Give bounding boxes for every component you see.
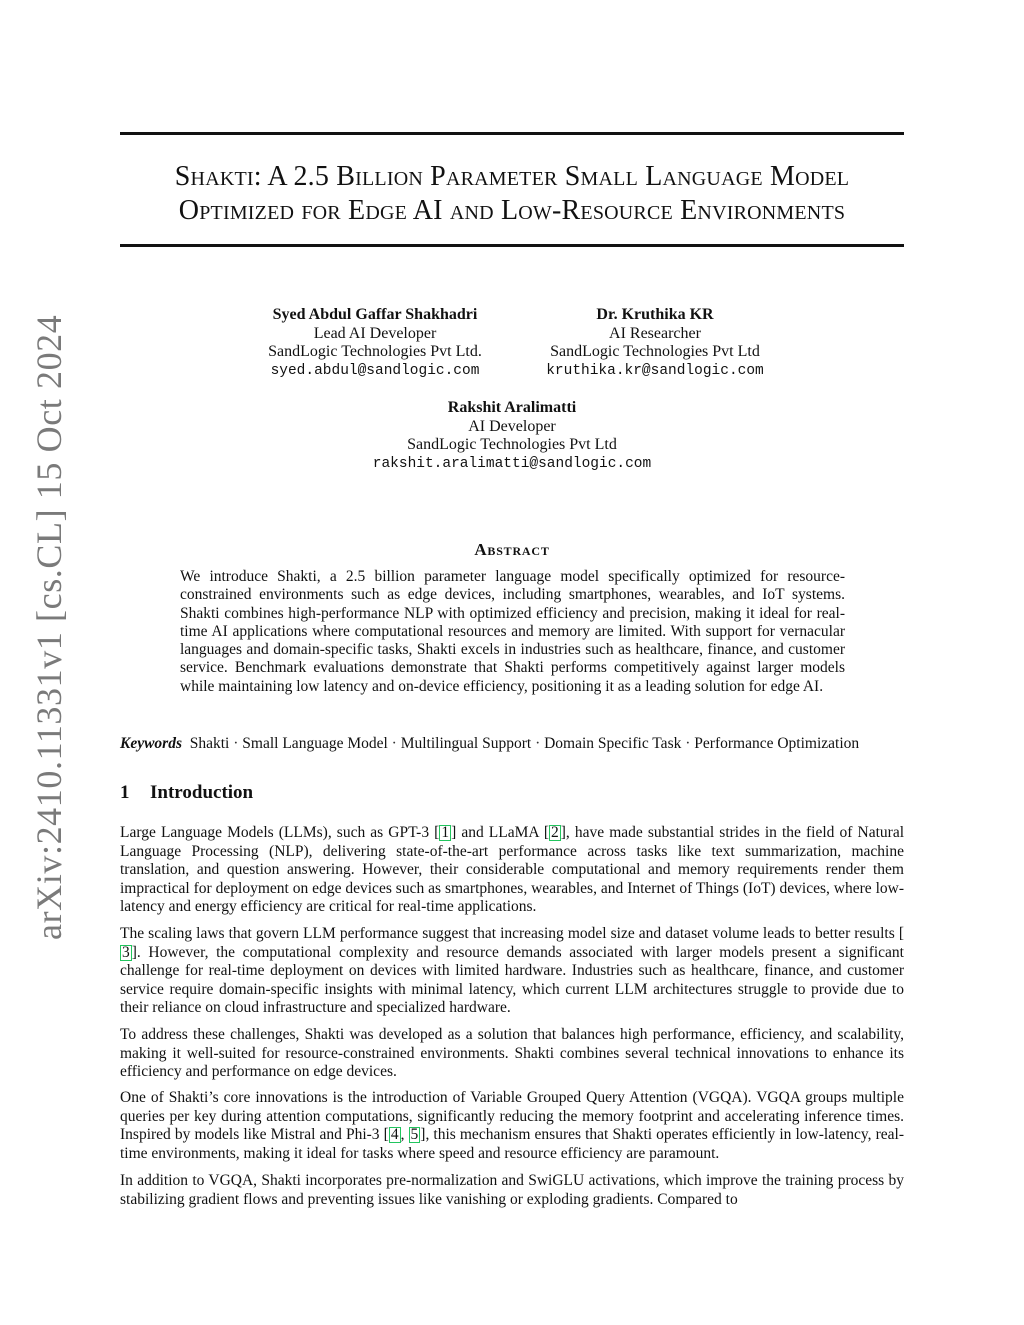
keyword-item: Domain Specific Task — [544, 735, 682, 752]
citation-link[interactable]: 1 — [441, 824, 450, 841]
author-name: Syed Abdul Gaffar Shakhadri — [272, 306, 478, 323]
author-role: AI Developer — [468, 417, 556, 435]
keywords-label: Keywords — [120, 735, 182, 752]
author-block — [235, 306, 515, 380]
author-name: Dr. Kruthika KR — [596, 306, 714, 323]
arxiv-stamp: arXiv:2410.11331v1 [cs.CL] 15 Oct 2024 — [29, 314, 69, 940]
paragraph: Large Language Models (LLMs), such as GPT-3 [ 1 ] and LLaMA [ 2 ], have made substantial strides in the field of Natural Language Processing (NLP), delivering state-of-the-art performance across tasks like text summarization, machine translation, and question answering. However, their considerable computational and memory requirements render them impractical for deployment on edge devices such as smartphones, wearables, and Internet of Things (IoT) devices, where low-latency and energy efficiency are critical for real-time applications. — [120, 824, 905, 915]
author-email[interactable]: syed.abdul@sandlogic.com — [270, 362, 480, 379]
section-number: 1 — [120, 782, 130, 803]
keyword-item: Multilingual Support — [400, 735, 532, 752]
author-role: Lead AI Developer — [313, 324, 437, 342]
keyword-item: Small Language Model — [242, 735, 388, 752]
keyword-item: Shakti — [189, 735, 230, 752]
author-name: Rakshit Aralimatti — [447, 399, 577, 416]
author-block — [312, 399, 712, 473]
keywords-line: Keywords Shakti · Small Language Model · Multilingual Support · Domain Specific Task · Performance Optimization — [120, 735, 860, 752]
author-block — [520, 306, 790, 380]
paper-title — [120, 160, 904, 228]
keyword-item: Performance Optimization — [694, 735, 860, 752]
paragraph: In addition to VGQA, Shakti incorporates pre-normalization and SwiGLU activations, which improve the training process by stabilizing gradient flows and preventing issues like vanishing or exploding gradients. Compared to — [120, 1172, 904, 1208]
title-line-2: Optimized for Edge AI and Low-Resource Environments — [178, 195, 846, 226]
paragraph: One of Shakti’s core innovations is the introduction of Variable Grouped Query Attention (VGQA). VGQA groups multiple queries per key during attention computations, significantly reducing the memory footprint and accelerating inference times. Inspired by models like Mistral and Phi-3 [ 4 , 5 ], this mechanism ensures that Shakti operates efficiently in low-latency, real-time environments, making it ideal for tasks where speed and resource efficiency are paramount. — [120, 1089, 905, 1162]
title-top-rule — [120, 132, 904, 135]
paragraph: To address these challenges, Shakti was developed as a solution that balances high performance, efficiency, and scalability, making it well-suited for resource-constrained environments. Shakti combines several technical innovations to enhance its efficiency and performance on edge devices. — [120, 1026, 904, 1080]
author-role: AI Researcher — [609, 324, 701, 342]
abstract-heading: Abstract — [474, 540, 550, 559]
abstract-text: We introduce Shakti, a 2.5 billion parameter language model specifically optimized for resource-constrained environments such as edge devices, including smartphones, wearables, and IoT systems. Shakti combines high-performance NLP with optimized efficiency and precision, making it ideal for real-time AI applications where computational resources and memory are limited. With support for vernacular languages and domain-specific tasks, Shakti excels in industries such as healthcare, finance, and customer service. Benchmark evaluations demonstrate that Shakti performs competitively against larger models while maintaining low latency and on-device efficiency, positioning it as a leading solution for edge AI. — [180, 568, 845, 695]
section-heading — [120, 782, 253, 804]
author-affiliation: SandLogic Technologies Pvt Ltd — [407, 436, 617, 453]
author-affiliation: SandLogic Technologies Pvt Ltd — [550, 343, 760, 360]
title-bottom-rule — [120, 244, 904, 247]
section-title: Introduction — [150, 782, 254, 803]
paragraph: The scaling laws that govern LLM performance suggest that increasing model size and dataset volume leads to better results [3 ]. However, the computational complexity and resource demands associated with larger models present a significant challenge for real-time deployment on devices with limited hardware. Industries such as healthcare, finance, and customer service require domain-specific insights with minimal latency, which current LLM architectures struggle to provide due to their reliance on cloud infrastructure and specialized hardware. — [120, 925, 904, 1016]
citation-link[interactable]: 3 — [122, 943, 130, 961]
title-line-1: Shakti: A 2.5 Billion Parameter Small Language Model — [174, 161, 850, 192]
author-affiliation: SandLogic Technologies Pvt Ltd. — [268, 343, 482, 360]
citation-link[interactable]: 2 — [551, 824, 559, 841]
citation-link[interactable]: 5 — [410, 1126, 419, 1143]
citation-link[interactable]: 4 — [390, 1126, 399, 1143]
author-email[interactable]: rakshit.aralimatti@sandlogic.com — [372, 455, 652, 472]
author-email[interactable]: kruthika.kr@sandlogic.com — [546, 362, 764, 379]
